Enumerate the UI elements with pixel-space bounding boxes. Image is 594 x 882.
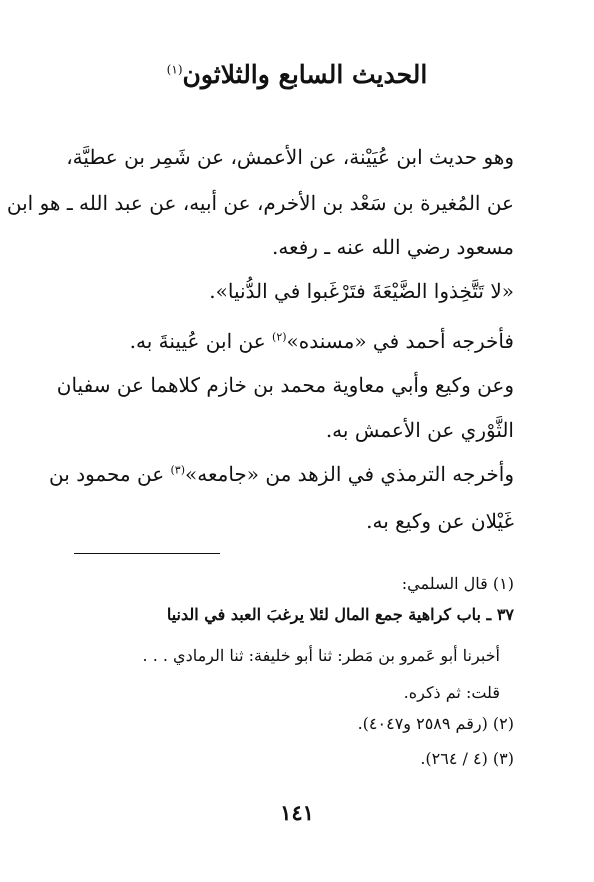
paragraph-3	[80, 329, 514, 353]
footnote-1-heading: ٣٧ ـ باب كراهية جمع المال لئلا يرغبَ العبد في الدنيا	[166, 605, 514, 624]
footnote-marker-2: (٢)	[272, 330, 287, 344]
paragraph-1-line-2: عن المُغيرة بن سَعْد بن الأخرم، عن أبيه، عن عبد الله ـ هو ابن	[6, 191, 514, 215]
paragraph-3-text-after: عن ابن عُيينةَ به.	[129, 329, 266, 353]
footnote-3: (٣) (٤ / ٢٦٤).	[420, 749, 514, 768]
footnote-2: (٢) (رقم ٢٥٨٩ و٤٠٤٧).	[357, 714, 514, 733]
paragraph-1-line-1: وهو حديث ابن عُيَيْنة، عن الأعمش، عن شَمِر بن عطيَّة،	[66, 145, 514, 169]
footnote-separator	[74, 553, 220, 554]
footnote-marker-3: (٣)	[170, 463, 186, 477]
paragraph-3-text-before: فأخرجه أحمد في «مسنده»	[286, 329, 514, 353]
hadith-text: «لا تَتَّخِذوا الضَّيْعَةَ فتَرْغَبوا في الدُّنيا».	[209, 279, 514, 303]
footnote-1: (١) قال السلمي:	[401, 574, 514, 593]
footnote-1-text: أخبرنا أبو عَمرو بن مَطر: ثنا أبو خليفة: ثنا الرمادي . . .	[142, 646, 500, 665]
paragraph-5-text-after: عن محمود بن	[49, 462, 165, 486]
title-text: الحديث السابع والثلاثون	[182, 60, 428, 89]
paragraph-5-text-before: وأخرجه الترمذي في الزهد من «جامعه»	[185, 462, 514, 486]
paragraph-4-line-1: وعن وكيع وأبي معاوية محمد بن خازم كلاهما عن سفيان	[56, 373, 514, 397]
paragraph-5-line-2: غَيْلان عن وكيع به.	[366, 509, 514, 533]
paragraph-4-line-2: الثَّوْري عن الأعمش به.	[325, 418, 514, 442]
paragraph-1-line-3: مسعود رضي الله عنه ـ رفعه.	[271, 235, 514, 259]
paragraph-5-line-1	[49, 462, 514, 486]
footnote-1-note: قلت: ثم ذكره.	[403, 683, 500, 702]
title-footnote-marker: (١)	[166, 62, 183, 77]
page-title	[0, 60, 594, 89]
page-number: ١٤١	[280, 800, 314, 825]
